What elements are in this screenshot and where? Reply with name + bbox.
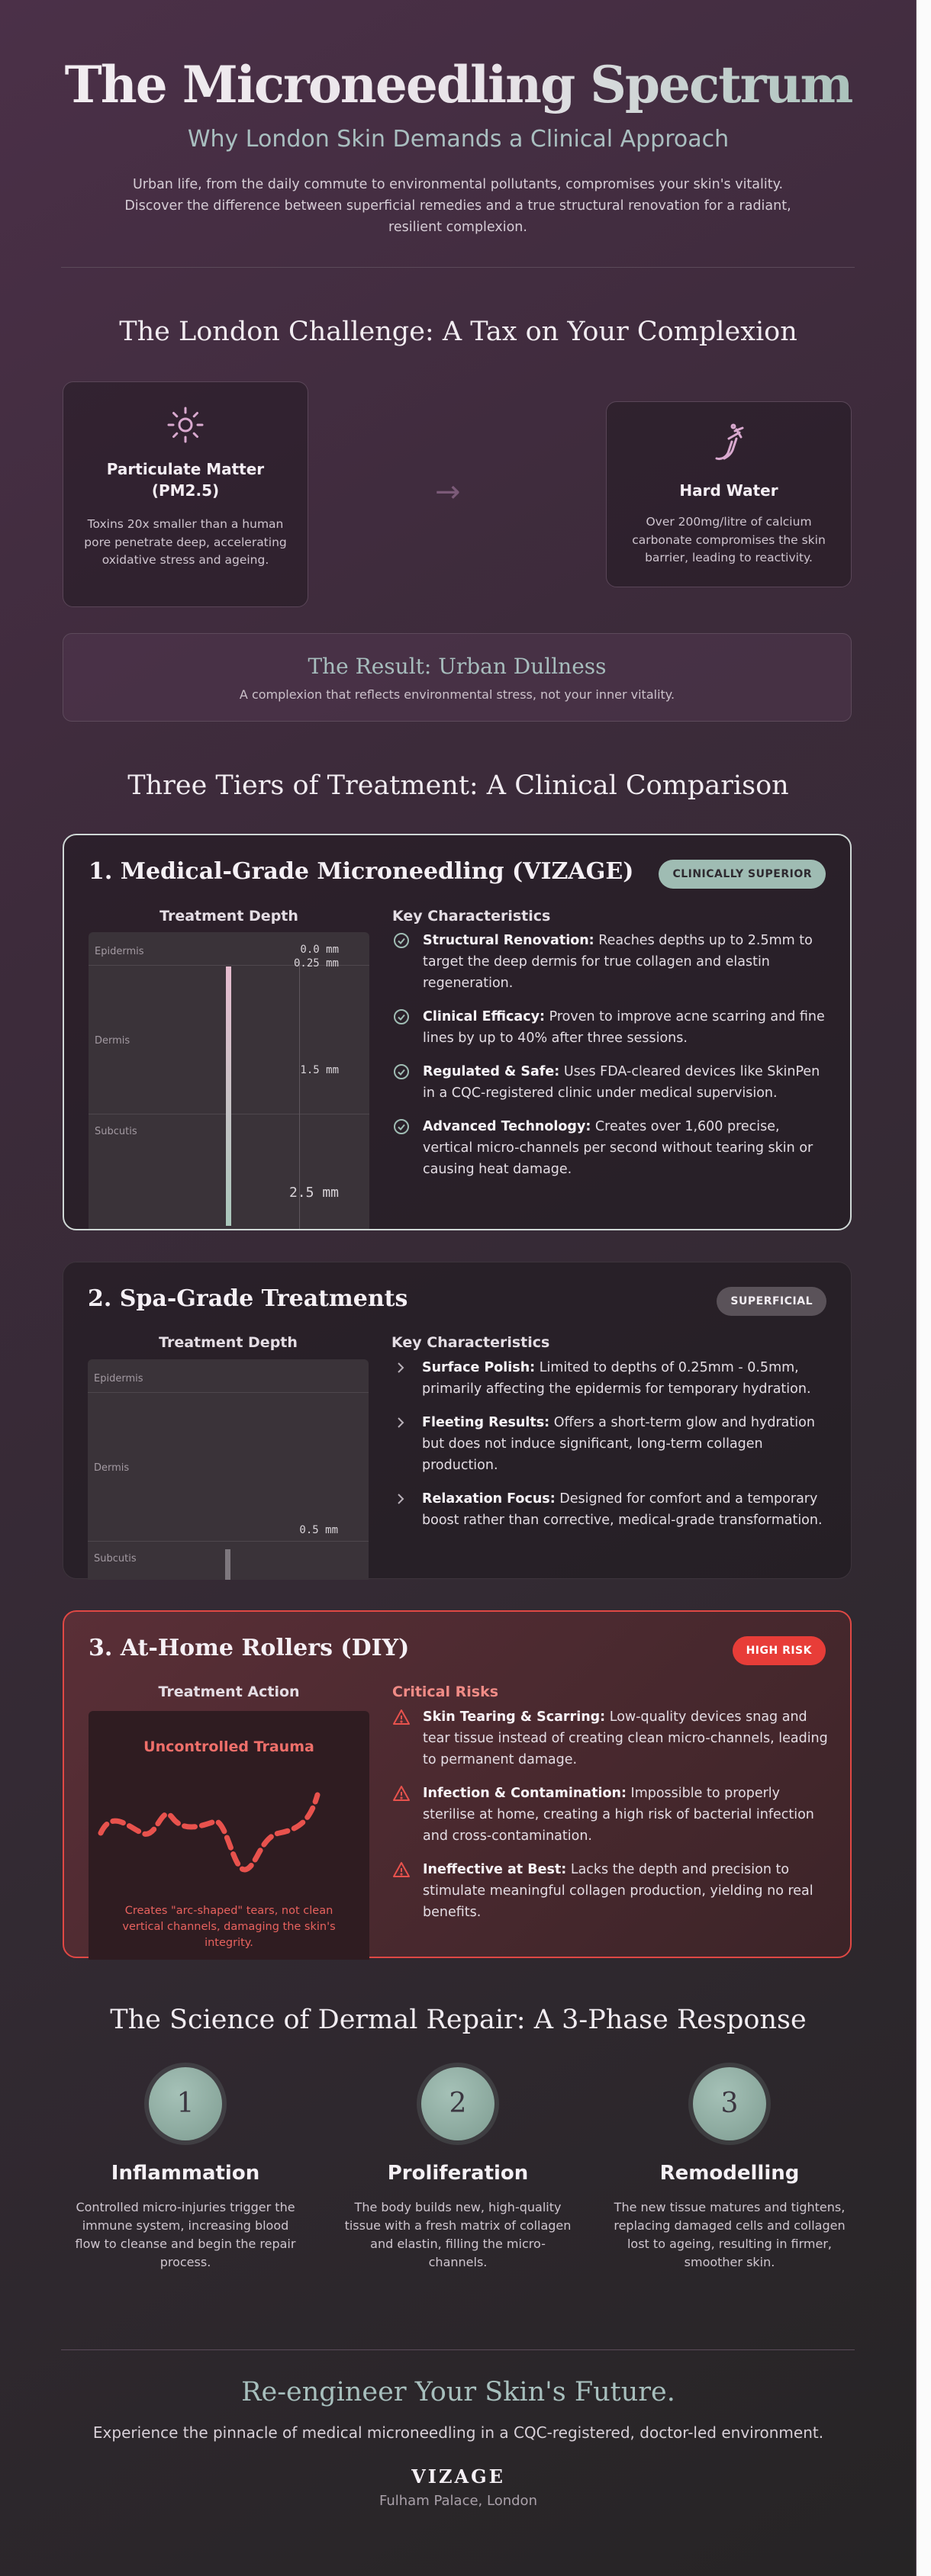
page-title-part1: The Microneedling <box>64 55 575 114</box>
divider <box>61 2349 855 2350</box>
risks-heading: Critical Risks <box>392 1684 499 1700</box>
item-text: Reaches depths up to 2.5mm to target the deep dermis for true collagen and elastin regeneration. <box>423 933 813 991</box>
depth-mark-0: 0.0 mm <box>300 944 339 956</box>
phase-text: The body builds new, high-quality tissue with a fresh matrix of collagen and elastin, filling the micro-channels. <box>344 2200 572 2269</box>
list-item <box>392 1783 830 1847</box>
depth-mark-15: 1.5 mm <box>300 1064 339 1076</box>
layer-label-subcutis: Subcutis <box>94 1553 137 1565</box>
phase-inflammation <box>61 2067 310 2272</box>
trauma-title: Uncontrolled Trauma <box>143 1738 314 1755</box>
phase-title: Inflammation <box>111 2162 260 2185</box>
phase-text: Controlled micro-injuries trigger the immune system, increasing blood flow to cleanse and begin the repair process. <box>75 2200 296 2269</box>
check-circle-icon <box>392 1118 411 1136</box>
check-circle-icon <box>392 1063 411 1081</box>
chevron-right-icon <box>391 1490 410 1508</box>
intro-text: Urban life, from the daily commute to environmental pollutants, compromises your skin's vitality. Discover the difference between superficial remedies and a true structural renovation for a radiant, resilient complexion. <box>124 177 791 235</box>
depth-heading: Treatment Depth <box>159 1334 298 1351</box>
risks-list <box>392 1706 830 1935</box>
phase-number: 1 <box>149 2067 222 2140</box>
page-title <box>0 55 917 114</box>
trauma-caption: Creates "arc-shaped" tears, not clean vertical channels, damaging the skin's integrity. <box>122 1905 336 1949</box>
depth-mark-025: 0.25 mm <box>293 957 339 970</box>
tiers-title: Three Tiers of Treatment: A Clinical Comparison <box>127 770 789 801</box>
layer-label-dermis: Dermis <box>95 1035 130 1047</box>
brand-logo: VIZAGE <box>411 2465 505 2488</box>
depth-mark-25: 2.5 mm <box>288 1185 339 1201</box>
phase-title: Proliferation <box>387 2162 529 2185</box>
item-bold: Ineffective at Best: <box>423 1862 567 1877</box>
characteristics-heading: Key Characteristics <box>391 1334 550 1351</box>
layer-boundary <box>88 1541 369 1542</box>
item-text: Lacks the depth and precision to stimulate meaningful collagen production, yielding no real benefits. <box>423 1862 813 1920</box>
item-text: Offers a short-term glow and hydration but does not induce significant, long-term collagen production. <box>422 1415 815 1473</box>
card-title: Hard Water <box>679 481 778 500</box>
action-heading: Treatment Action <box>158 1684 300 1700</box>
hard-water-card <box>606 401 852 587</box>
sun-icon <box>63 404 308 449</box>
needle-depth-bar <box>225 1549 230 1580</box>
card-text: Toxins 20x smaller than a human pore penetrate deep, accelerating oxidative stress and ageing. <box>84 517 287 567</box>
phase-remodelling <box>605 2067 854 2272</box>
status-badge: SUPERFICIAL <box>717 1287 826 1316</box>
particulate-card <box>63 381 308 607</box>
tier-title: 1. Medical-Grade Microneedling (VIZAGE) <box>89 858 634 885</box>
item-text: Uses FDA-cleared devices like SkinPen in a CQC-registered clinic under medical supervision. <box>423 1064 820 1101</box>
phase-number: 2 <box>421 2067 494 2140</box>
layer-label-epidermis: Epidermis <box>95 946 144 957</box>
characteristics-list <box>391 1357 831 1543</box>
card-text: Over 200mg/litre of calcium carbonate compromises the skin barrier, leading to reactivity. <box>632 515 826 564</box>
phase-title: Remodelling <box>659 2162 800 2185</box>
faucet-icon <box>607 420 851 469</box>
item-bold: Clinical Efficacy: <box>423 1009 546 1024</box>
chevron-right-icon <box>391 1359 410 1377</box>
layer-label-epidermis: Epidermis <box>94 1373 143 1384</box>
layer-label-dermis: Dermis <box>94 1462 130 1474</box>
warning-icon <box>392 1708 411 1726</box>
list-item <box>392 1061 830 1104</box>
item-text: Low-quality devices snag and tear tissue instead of creating clean micro-channels, leading to permanent damage. <box>423 1709 828 1767</box>
list-item <box>392 1006 830 1049</box>
layer-label-subcutis: Subcutis <box>95 1126 137 1137</box>
item-bold: Surface Polish: <box>422 1360 536 1375</box>
list-item <box>392 1706 830 1770</box>
item-bold: Infection & Contamination: <box>423 1786 627 1801</box>
status-badge: HIGH RISK <box>733 1636 826 1665</box>
chevron-right-icon <box>391 1413 410 1432</box>
item-bold: Structural Renovation: <box>423 933 594 948</box>
item-bold: Fleeting Results: <box>422 1415 550 1430</box>
tier-medical-card <box>63 834 852 1230</box>
characteristics-heading: Key Characteristics <box>392 908 551 925</box>
location-text: Fulham Palace, London <box>379 2493 537 2509</box>
cta-title: Re-engineer Your Skin's Future. <box>241 2377 675 2407</box>
warning-icon <box>392 1784 411 1803</box>
depth-diagram <box>89 932 369 1229</box>
result-box <box>63 633 852 722</box>
depth-heading: Treatment Depth <box>159 908 298 925</box>
list-item <box>391 1412 831 1476</box>
tier-title: 2. Spa-Grade Treatments <box>88 1285 408 1312</box>
page-title-part2: Spectrum <box>590 55 852 114</box>
arrow-right-icon: → <box>435 474 461 510</box>
status-badge: CLINICALLY SUPERIOR <box>659 860 826 889</box>
warning-icon <box>392 1860 411 1879</box>
tear-path-icon <box>89 1780 369 1886</box>
tier-title: 3. At-Home Rollers (DIY) <box>89 1635 410 1661</box>
depth-mark-05: 0.5 mm <box>299 1524 338 1536</box>
tier-diy-card <box>63 1610 852 1958</box>
science-title: The Science of Dermal Repair: A 3-Phase Response <box>110 2005 807 2035</box>
item-text: Limited to depths of 0.25mm - 0.5mm, primarily affecting the epidermis for temporary hydration. <box>422 1360 811 1397</box>
tier-spa-card <box>63 1262 852 1579</box>
divider <box>61 267 855 268</box>
needle-depth-bar <box>226 966 231 1226</box>
item-bold: Regulated & Safe: <box>423 1064 560 1079</box>
phase-proliferation <box>333 2067 582 2272</box>
card-title: Particulate Matter (PM2.5) <box>106 460 265 500</box>
item-bold: Skin Tearing & Scarring: <box>423 1709 606 1725</box>
challenge-title: The London Challenge: A Tax on Your Complexion <box>119 317 797 347</box>
depth-diagram <box>88 1359 369 1580</box>
list-item <box>392 930 830 994</box>
item-bold: Advanced Technology: <box>423 1119 591 1134</box>
check-circle-icon <box>392 1008 411 1026</box>
layer-boundary <box>88 1392 369 1393</box>
list-item <box>392 1859 830 1923</box>
item-text: Designed for comfort and a temporary boost rather than corrective, medical-grade transformation. <box>422 1491 823 1528</box>
item-text: Creates over 1,600 precise, vertical micro-channels per second without tearing skin or causing heat damage. <box>423 1119 813 1177</box>
item-bold: Relaxation Focus: <box>422 1491 556 1507</box>
trauma-diagram <box>89 1711 369 1960</box>
item-text: Proven to improve acne scarring and fine lines by up to 40% after three sessions. <box>423 1009 825 1046</box>
cta-text: Experience the pinnacle of medical microneedling in a CQC-registered, doctor-led environment. <box>92 2423 824 2442</box>
list-item <box>391 1488 831 1531</box>
characteristics-list <box>392 930 830 1192</box>
result-title: The Result: Urban Dullness <box>308 654 607 679</box>
result-text: A complexion that reflects environmental stress, not your inner vitality. <box>239 687 675 702</box>
item-text: Impossible to properly sterilise at home, creating a high risk of bacterial infection and cross-contamination. <box>423 1786 814 1844</box>
list-item <box>391 1357 831 1400</box>
page-subtitle: Why London Skin Demands a Clinical Approach <box>187 126 730 153</box>
check-circle-icon <box>392 931 411 950</box>
list-item <box>392 1116 830 1180</box>
phase-text: The new tissue matures and tightens, replacing damaged cells and collagen lost to ageing, resulting in firmer, smoother skin. <box>614 2200 846 2269</box>
phase-number: 3 <box>693 2067 766 2140</box>
